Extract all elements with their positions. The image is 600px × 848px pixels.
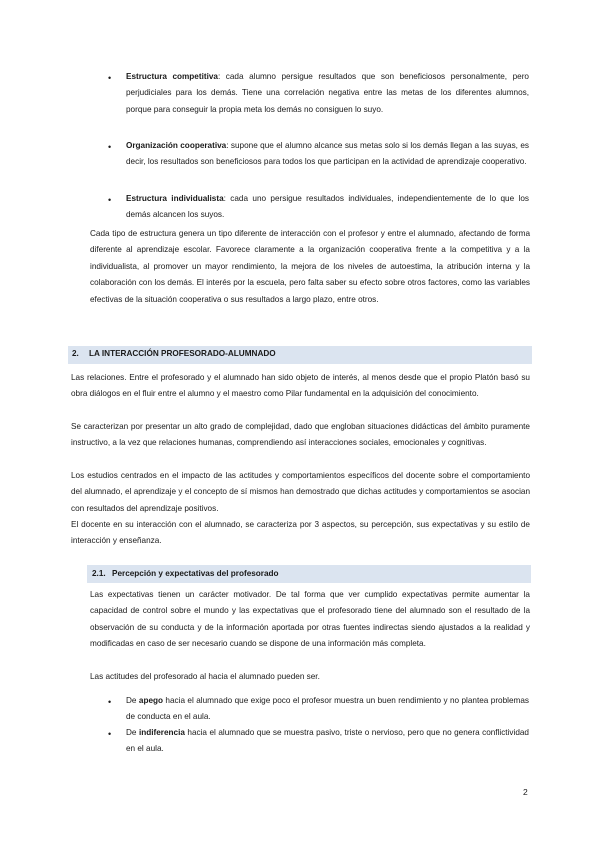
list-item-text: hacia el alumnado que se muestra pasivo, triste o nervioso, pero que no genera conflictividad en el aula. [126, 728, 529, 754]
list-item-term: indiferencia [138, 728, 185, 737]
section-paragraph: El docente en su interacción con el alumnado, se caracteriza por 3 aspectos, su percepción, sus expectativas y su estilo de interacción y enseñanza. [71, 520, 530, 546]
section-paragraph: Los estudios centrados en el impacto de las actitudes y comportamientos específicos del docente sobre el comportamiento del alumnado, el aprendizaje y el concepto de sí mismos han demostrado que dichas actitudes y comportamientos se asocian con resultados del aprendizaje positivos. [71, 471, 530, 513]
list-item [126, 69, 529, 118]
section-paragraph: Se caracterizan por presentar un alto grado de complejidad, dado que engloban situaciones didácticas del ámbito puramente instructivo, a la vez que relaciones humanas, comprendiendo así interacciones sociales, emocionales y cognitivas. [71, 422, 530, 448]
subsection-title: Percepción y expectativas del profesorado [112, 569, 279, 578]
list-item [126, 191, 529, 224]
list-item [126, 725, 529, 758]
list-item-text: hacia el alumnado que exige poco el profesor muestra un buen rendimiento y no plantea problemas de conducta en el aula. [126, 696, 529, 722]
list-item-term: apego [138, 696, 164, 705]
section-title: LA INTERACCIÓN PROFESORADO-ALUMNADO [89, 349, 276, 358]
list-item-text: : supone que el alumno alcance sus metas solo si los demás llegan a las suyas, es decir, los resultados son beneficiosos para todos los que participan en la actividad de aprendizaje cooperativo. [126, 141, 529, 167]
list-item-prefix: De [126, 728, 139, 737]
list-bullet: • [108, 73, 112, 83]
subsection-number: 2.1. [92, 569, 106, 578]
section-paragraph: Las relaciones. Entre el profesorado y el alumnado han sido objeto de interés, al menos desde que el propio Platón basó su obra diálogos en el fluir entre el alumno y el maestro como Pilar fundamental en la adquisición del conocimiento. [71, 373, 530, 399]
list-item-text: : cada uno persigue resultados individuales, independientemente de lo que los demás alcancen los suyos. [126, 194, 529, 220]
list-bullet: • [108, 142, 112, 152]
list-bullet: • [108, 729, 112, 739]
page-number: 2 [523, 787, 528, 797]
list-bullet: • [108, 195, 112, 205]
list-item-prefix: De [126, 696, 139, 705]
list-item-term: Estructura competitiva [126, 72, 218, 81]
section-number: 2. [72, 349, 79, 358]
subsection-paragraph: Las actitudes del profesorado al hacia el alumnado pueden ser. [90, 672, 320, 681]
list-item-text: : cada alumno persigue resultados que son beneficiosos personalmente, pero perjudiciales para los demás. Tiene una correlación negativa entre las metas de los diferentes alumnos, porque para conseguir la propia meta los demás no consiguen lo suyo. [126, 72, 529, 114]
list-item-term: Estructura individualista [126, 194, 224, 203]
list-item-term: Organización cooperativa [126, 141, 227, 150]
list-bullet: • [108, 697, 112, 707]
list-item [126, 693, 529, 726]
subsection-paragraph: Las expectativas tienen un carácter motivador. De tal forma que ver cumplido expectativas permite aumentar la capacidad de control sobre el mundo y las expectativas que el profesorado tiene del alumnado son el resultado de la observación de su conducta y de la información aportada por otras fuentes indirectas siendo ajustados a la realidad y modificadas en caso de ser necesario cuando se dispone de una información más completa. [90, 590, 530, 649]
list-item [126, 138, 529, 171]
structure-paragraph: Cada tipo de estructura genera un tipo diferente de interacción con el profesor y entre el alumnado, afectando de forma diferente al aprendizaje escolar. Favorece claramente a la organización cooperativa frente a la competitiva y a la individualista, al promover un mayor rendimiento, la mejora de los niveles de autoestima, la atribución interna y la colaboración con los demás. El interés por la escuela, pero falta saber su efecto sobre otros factores, como las variables efectivas de la situación cooperativa o sus resultados a largo plazo, entre otros. [90, 229, 530, 304]
